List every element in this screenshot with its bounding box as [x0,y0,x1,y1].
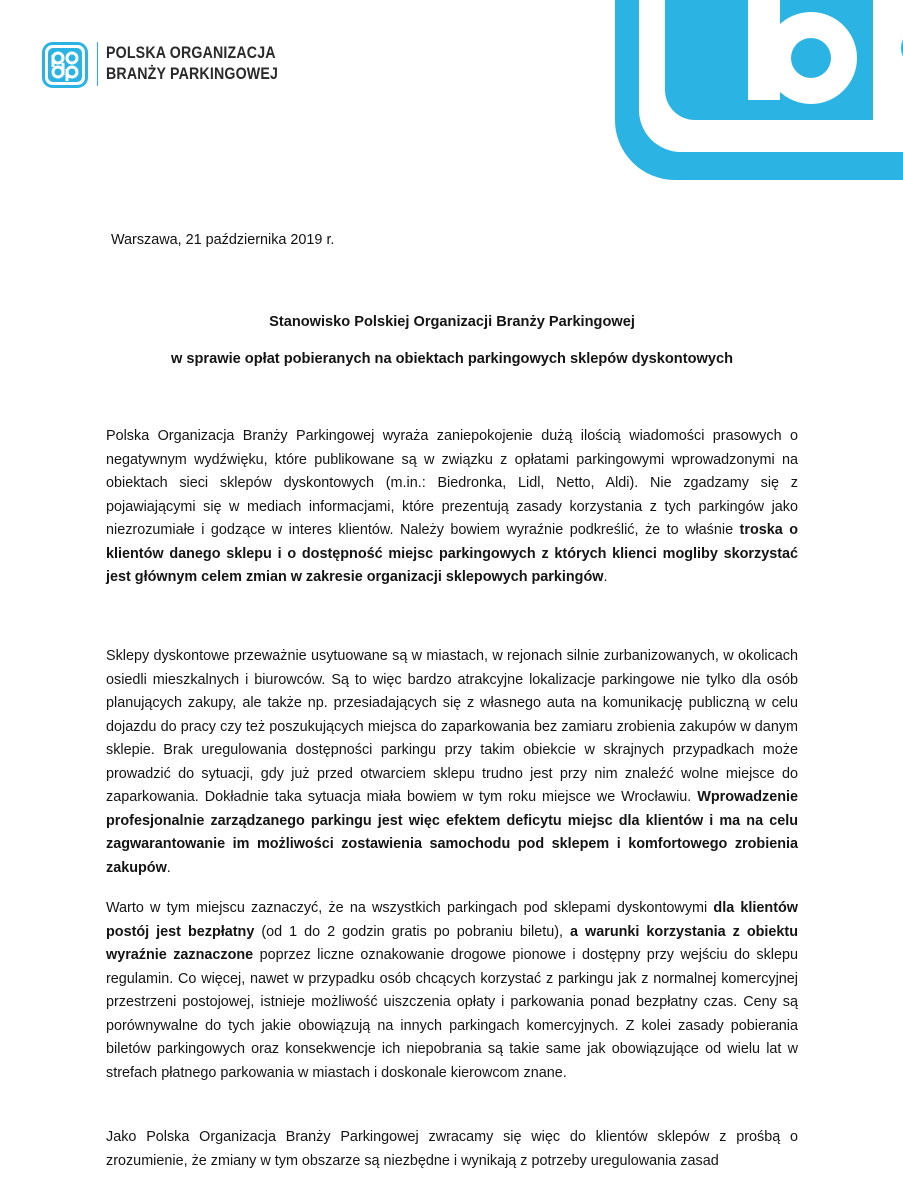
document-subtitle: w sprawie opłat pobieranych na obiektach parkingowych sklepów dyskontowych [171,351,733,367]
paragraph-1-end: . [603,569,608,585]
paragraph-3-text-e: poprzez liczne oznakowanie drogowe pionowe i dostępny przy wejściu do sklepu regulamin. Co więcej, nawet w przypadku osób chcących korzystać z parkingu jak z normalnej komercyjnej przestrzeni postojowej, istnieje możliwość uiszczenia opłaty i parkowania ponad bezpłatny czas. Ceny są porównywalne do tych jakie obowiązują na innych parkingach komercyjnych. Z kolei zasady pobierania biletów parkingowych oraz konsekwencje ich niepobrania są takie same jak obowiązujące od wielu lat w strefach płatnego parkowania w miastach i doskonale kierowcom znane. [106,947,798,1081]
paragraph-2 [106,645,798,880]
paragraph-3-emphasis-a: dla klientów postój jest bezpłatny [106,900,798,940]
pobp-large-logo-icon [605,0,903,190]
paragraph-2-text: Sklepy dyskontowe przeważnie usytuowane są w miastach, w rejonach silnie zurbanizowanych, w okolicach osiedli mieszkalnych i biurowców. Są to więc bardzo atrakcyjne lokalizacje parkingowe nie tylko dla osób planujących zakupy, ale także np. przesiadających się z własnego auta na komunikację publiczną w celu dojazdu do pracy czy też poszukujących miejsca do zaparkowania bez zamiaru zrobienia zakupów w danym sklepie. Brak uregulowania dostępności parkingu przy takim obiekcie w skrajnych przypadkach może prowadzić do sytuacji, gdy już przed otwarciem sklepu trudno jest przy nim znaleźć wolne miejsce do zaparkowania. Dokładnie taka sytuacja miała bowiem w tym roku miejsce we Wrocławiu. [106,648,798,805]
paragraph-4 [106,1126,798,1173]
paragraph-4-text: Jako Polska Organizacja Branży Parkingowej zwracamy się więc do klientów sklepów z prośbą o zrozumienie, że zmiany w tym obszarze są niezbędne i wynikają z potrzeby uregulowania zasad [106,1129,798,1169]
paragraph-3-text-a: Warto w tym miejscu zaznaczyć, że na wszystkich parkingach pod sklepami dyskontowymi [106,900,714,916]
logo-divider [97,42,98,86]
paragraph-1-emphasis: troska o klientów danego sklepu i o dostępność miejsc parkingowych z których klienci mogliby skorzystać jest głównym celem zmian w zakresie organizacji sklepowych parkingów [106,522,798,585]
pobp-logo-icon [42,42,88,88]
paragraph-3-emphasis-b: a warunki korzystania z obiektu wyraźnie zaznaczone [106,923,798,963]
paragraph-3 [106,897,798,1085]
paragraph-2-emphasis: Wprowadzenie profesjonalnie zarządzanego parkingu jest więc efektem deficytu miejsc dla klientów i ma na celu zagwarantowanie im możliwości zostawienia samochodu pod sklepem i komfortowego zrobienia zakupów [106,789,798,876]
paragraph-3-text-c: (od 1 do 2 godzin gratis po pobraniu biletu), [254,923,571,940]
paragraph-1 [106,425,798,590]
paragraph-2-end: . [166,859,171,876]
paragraph-1-text: Polska Organizacja Branży Parkingowej wyraża zaniepokojenie dużą ilością wiadomości prasowych o negatywnym wydźwięku, które publikowane są w związku z opłatami parkingowymi wprowadzonymi na obiektach sieci sklepów dyskontowych (m.in.: Biedronka, Lidl, Netto, Aldi). Nie zgadzamy się z pojawiającymi się w mediach informacjami, które prezentują zasady korzystania z tych parkingów jako niezrozumiałe i godzące w interes klientów. Należy bowiem wyraźnie podkreślić, że to właśnie [106,428,798,538]
letter-date: Warszawa, 21 października 2019 r. [111,232,335,248]
document-title: Stanowisko Polskiej Organizacji Branży Parkingowej [269,314,635,330]
organization-name-line2: BRANŻY PARKINGOWEJ [106,65,279,83]
organization-name [106,43,278,85]
organization-name-line1: POLSKA ORGANIZACJA [106,44,276,62]
